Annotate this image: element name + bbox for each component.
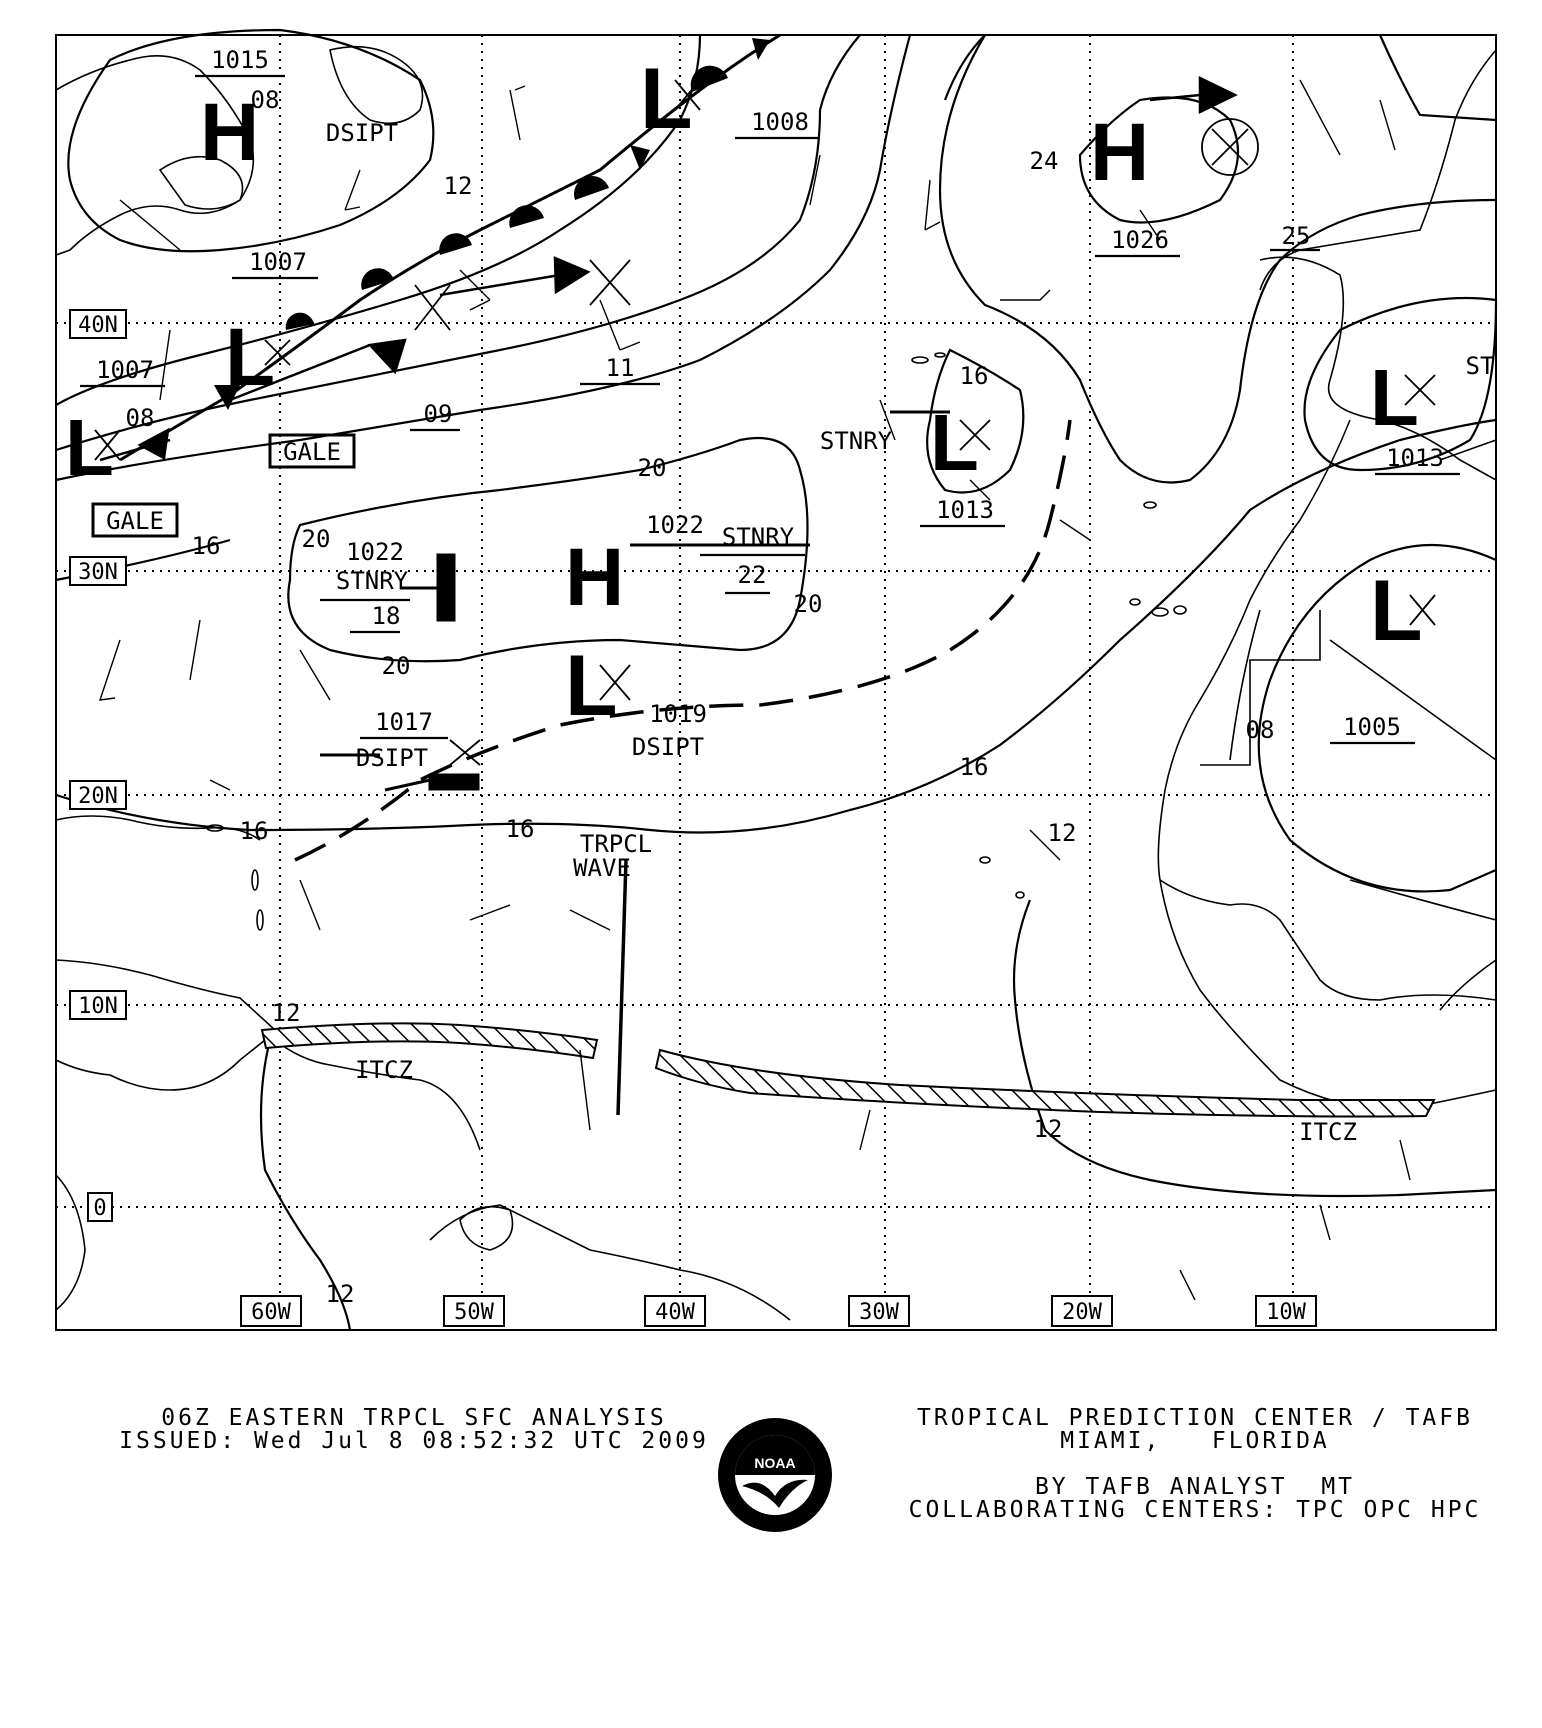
svg-text:DSIPT: DSIPT — [631, 733, 705, 761]
svg-text:GALE: GALE — [283, 438, 341, 466]
low-symbol: L — [640, 51, 693, 147]
svg-text:1022: 1022 — [646, 511, 704, 539]
high-symbol: H — [200, 87, 260, 178]
svg-text:08: 08 — [1245, 716, 1275, 744]
svg-text:1017: 1017 — [375, 708, 433, 736]
issued-time: ISSUED: Wed Jul 8 08:52:32 UTC 2009 — [119, 1428, 709, 1454]
svg-text:DSIPT: DSIPT — [325, 119, 399, 147]
svg-text:09: 09 — [423, 400, 453, 428]
svg-text:18: 18 — [371, 602, 401, 630]
svg-text:08: 08 — [250, 86, 280, 114]
svg-text:20: 20 — [793, 590, 823, 618]
svg-text:12: 12 — [1033, 1115, 1063, 1143]
svg-text:WAVE: WAVE — [573, 854, 631, 882]
svg-text:25: 25 — [1281, 222, 1311, 250]
svg-text:1005: 1005 — [1343, 713, 1401, 741]
svg-text:1015: 1015 — [211, 46, 269, 74]
issuing-center-block — [880, 1407, 1510, 1522]
svg-text:1007: 1007 — [96, 356, 154, 384]
low-symbol: L — [65, 403, 114, 492]
high-symbol: H — [565, 532, 625, 623]
svg-text:1013: 1013 — [1386, 444, 1444, 472]
svg-text:12: 12 — [325, 1280, 355, 1308]
high-symbol: H — [1090, 107, 1150, 198]
svg-text:TRPCL: TRPCL — [579, 830, 653, 858]
map-frame — [56, 35, 1496, 1330]
center-location: MIAMI, FLORIDA — [1060, 1428, 1330, 1454]
low-symbol: L — [1370, 353, 1419, 442]
svg-text:1008: 1008 — [751, 108, 809, 136]
svg-text:GALE: GALE — [106, 507, 164, 535]
svg-text:11: 11 — [605, 354, 635, 382]
svg-text:STNRY: STNRY — [335, 567, 409, 595]
svg-text:0: 0 — [93, 1196, 107, 1221]
svg-text:12: 12 — [443, 172, 473, 200]
product-title: 06Z EASTERN TRPCL SFC ANALYSIS — [161, 1405, 667, 1431]
svg-text:24: 24 — [1029, 147, 1059, 175]
svg-text:NOAA: NOAA — [754, 1455, 796, 1471]
svg-text:ITCZ: ITCZ — [1299, 1118, 1357, 1146]
svg-text:20W: 20W — [1062, 1300, 1102, 1325]
svg-text:20: 20 — [381, 652, 411, 680]
svg-text:16: 16 — [959, 753, 989, 781]
svg-text:16: 16 — [191, 532, 221, 560]
svg-text:10N: 10N — [78, 994, 118, 1019]
collaborating-centers: COLLABORATING CENTERS: TPC OPC HPC — [908, 1497, 1482, 1523]
svg-text:60W: 60W — [251, 1300, 291, 1325]
svg-text:22: 22 — [737, 561, 767, 589]
svg-text:20N: 20N — [78, 784, 118, 809]
low-symbol: L — [565, 638, 618, 734]
svg-text:1019: 1019 — [649, 700, 707, 728]
analyst-line: BY TAFB ANALYST MT — [1034, 1474, 1356, 1500]
svg-text:STNRY: STNRY — [819, 427, 893, 455]
svg-text:30N: 30N — [78, 560, 118, 585]
svg-text:08: 08 — [125, 404, 155, 432]
low-symbol: L — [225, 312, 276, 403]
svg-text:1007: 1007 — [249, 248, 307, 276]
svg-text:50W: 50W — [454, 1300, 494, 1325]
svg-text:20: 20 — [301, 525, 331, 553]
svg-text:40W: 40W — [655, 1300, 695, 1325]
svg-text:ITCZ: ITCZ — [355, 1056, 413, 1084]
low-symbol: L — [1370, 563, 1423, 659]
svg-text:1013: 1013 — [936, 496, 994, 524]
svg-text:16: 16 — [239, 817, 269, 845]
svg-text:16: 16 — [959, 362, 989, 390]
svg-text:10W: 10W — [1266, 1300, 1306, 1325]
center-name: TROPICAL PREDICTION CENTER / TAFB — [917, 1405, 1473, 1431]
svg-text:20: 20 — [637, 454, 667, 482]
svg-text:1026: 1026 — [1111, 226, 1169, 254]
svg-text:STNRY: STNRY — [721, 523, 795, 551]
svg-text:ST: ST — [1465, 352, 1495, 380]
product-title-block — [104, 1407, 724, 1453]
svg-text:1022: 1022 — [346, 538, 404, 566]
svg-text:30W: 30W — [859, 1300, 899, 1325]
svg-text:16: 16 — [505, 815, 535, 843]
svg-text:40N: 40N — [78, 313, 118, 338]
low-symbol: L — [930, 398, 979, 487]
svg-text:12: 12 — [271, 999, 301, 1027]
noaa-seal-logo — [716, 1416, 834, 1534]
svg-text:DSIPT: DSIPT — [355, 744, 429, 772]
svg-text:12: 12 — [1047, 819, 1077, 847]
